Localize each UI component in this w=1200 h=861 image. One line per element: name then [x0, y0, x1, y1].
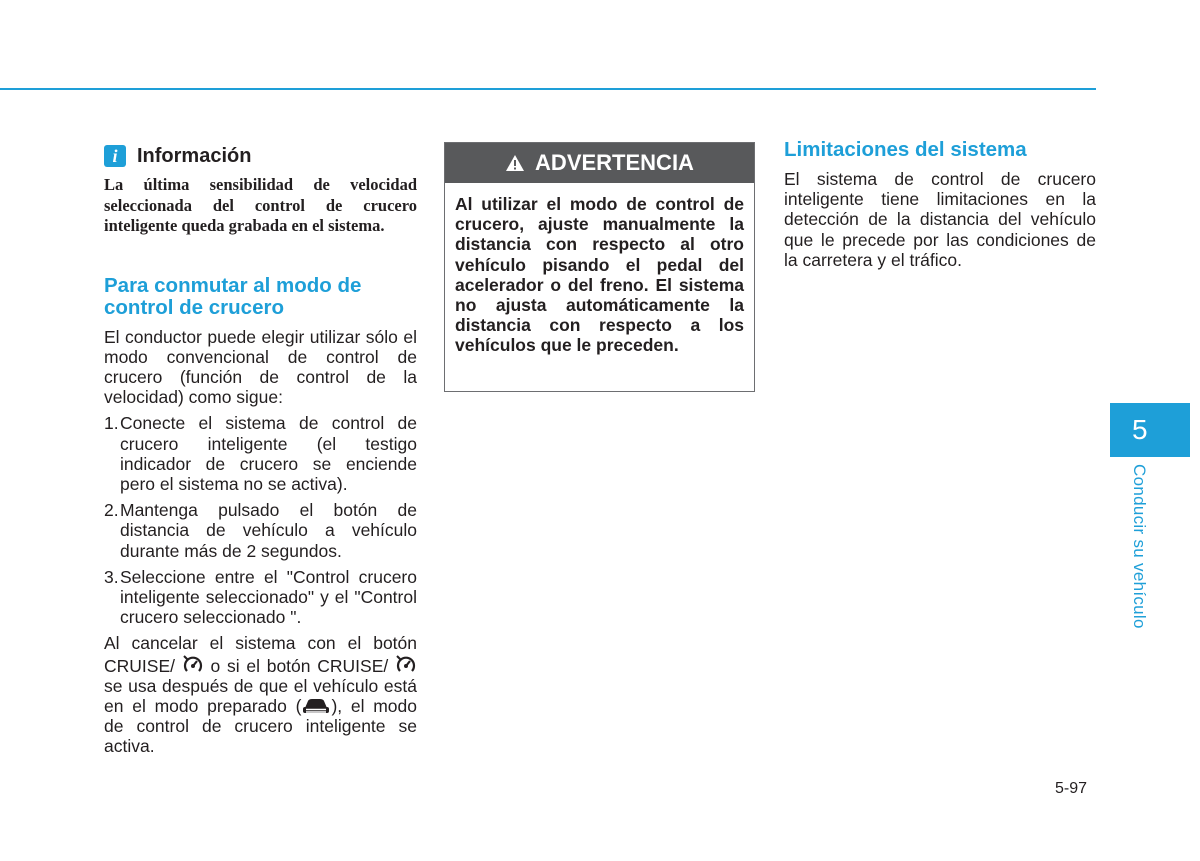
switch-mode-intro: El conductor puede elegir utilizar sólo el modo convencional de control de crucero (función de control de la velocidad) como sigue:	[104, 326, 417, 408]
step-text: Seleccione entre el "Control crucero inteligente seleccionado" y el "Control crucero seleccionado ".	[120, 566, 417, 628]
warning-box	[444, 142, 755, 392]
warning-body: Al utilizar el modo de control de crucero, ajuste manualmente la distancia con respecto al otro vehículo pisando el pedal del acelerador o del freno. El sistema no ajusta automáticamente la distancia con respecto a los vehículos que le preceden.	[455, 194, 744, 356]
top-rule	[0, 88, 1096, 90]
limitations-heading: Limitaciones del sistema	[784, 138, 1027, 161]
list-item	[104, 413, 417, 494]
info-icon: i	[104, 145, 126, 167]
step-number: 3.	[104, 566, 119, 587]
info-header	[104, 143, 417, 169]
closing-part-2: o si el botón CRUISE/	[203, 655, 389, 676]
closing-paragraph	[104, 633, 417, 756]
list-item	[104, 500, 417, 561]
closing-part-4: ), el modo de control de crucero inteligente se activa.	[104, 695, 418, 757]
info-body: La última sensibilidad de velocidad seleccionada del control de crucero inteligente queda grabada en el sistema.	[104, 175, 417, 235]
step-number: 2.	[104, 500, 119, 521]
page-number: 5-97	[1055, 780, 1088, 797]
car-ready-icon	[301, 696, 331, 716]
chapter-number-tab: 5	[1110, 403, 1190, 457]
warning-triangle-icon	[505, 154, 525, 172]
limitations-body: El sistema de control de crucero inteligente tiene limitaciones en la detección de la distancia del vehículo que le precede por las condiciones de la carretera y el tráfico.	[784, 169, 1096, 270]
right-column	[784, 139, 1096, 270]
step-text: Mantenga pulsado el botón de distancia de vehículo a vehículo durante más de 2 segundos.	[120, 500, 417, 561]
info-title: Información	[137, 144, 252, 167]
list-item	[104, 567, 417, 628]
steps-list	[104, 413, 417, 627]
closing-part-1: Al cancelar el sistema con el botón CRUISE/	[104, 633, 417, 676]
closing-part-3: se usa después de que el vehículo está en el modo preparado (	[104, 675, 417, 716]
warning-header	[445, 143, 754, 183]
warning-title: ADVERTENCIA	[535, 150, 694, 175]
step-text: Conecte el sistema de control de crucero inteligente (el testigo indicador de crucero se enciende pero el sistema no se activa).	[120, 413, 417, 494]
cruise-speedometer-icon	[395, 654, 417, 676]
switch-mode-heading: Para conmutar al modo de control de crucero	[104, 273, 362, 319]
chapter-title: Conducir su vehículo	[1130, 464, 1149, 629]
left-column	[104, 143, 417, 757]
cruise-speedometer-icon	[182, 654, 204, 676]
step-number: 1.	[104, 413, 119, 434]
